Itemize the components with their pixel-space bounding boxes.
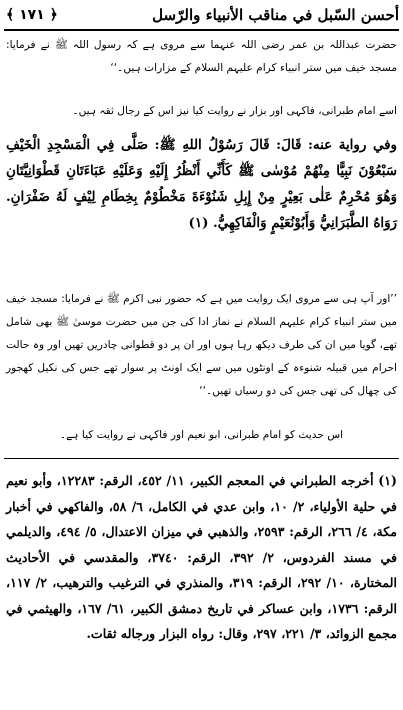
- header-rule: [4, 29, 399, 31]
- page-number: ﴿ ١٧١ ﴾: [6, 7, 58, 23]
- urdu-paragraph-2: اسے امام طبرانی، فاکہی اور بزار نے روایت کیا نیز اس کے رجال ثقہ ہیں۔: [72, 105, 397, 117]
- footnote: (١) أخرجه الطبراني في المعجم الكبير، ١١/ ٤٥٢، الرقم: ١٢٢٨٣، وأبو نعيم في حلية الأولياء، ٢/ ١٠، وابن عدي في الكامل، ٦/ ٥٨، والفاكهي في أخبار مكة، ٤/ ٢٦٦، الرقم: ٢٥٩٣، والذهبي في ميزان الاعتدال، ٥/ ٤٩٤، والديلمي في مسند الفردوس، ٢/ ٣٩٢، الرقم: ٣٧٤٠، والمقدسي في الأحاديث المختارة، ١٠/ ٢٩٢، الرقم: ٣١٩، والمنذري في الترغيب والترهيب، ٢/ ١١٧، الرقم: ١٧٣٦، وابن عساكر في تاريخ دمشق الكبير، ٦١/ ١٦٧، والهيثمي في مجمع الزوائد، ٣/ ٢٢١، ٢٩٧، وقال: رواه البزار ورجاله ثقات.: [6, 473, 398, 641]
- urdu-paragraph-3: ’’اور آپ ہی سے مروی ایک روایت میں ہے کہ حضور نبی اکرم ﷺ نے فرمایا: مسجد خیف میں ستر انبیاء کرام علیہم السلام نے نماز ادا کی جن میں حضرت موسیٰ ﷺ بھی شامل تھے، گویا میں ان کی طرف دیکھ رہا ہوں اور ان پر دو قطوانی چادریں تھیں اور وہ حالت احرام میں قبیلہ شنوءہ کے اونٹوں میں سے ایک اونٹ پر سوار تھے جس کی نکیل کھجور کی چھال کی تھی جس کی دو رسیاں تھیں۔‘‘: [6, 293, 397, 397]
- urdu-paragraph-4: اس حدیث کو امام طبرانی، ابو نعیم اور فاکہی نے روایت کیا ہے۔: [59, 429, 344, 441]
- footnote-rule: [4, 458, 399, 459]
- urdu-paragraph-1: حضرت عبداللہ بن عمر رضی اللہ عنہما سے مروی ہے کہ رسول اللہ ﷺ نے فرمایا: مسجد خیف میں ستر انبیاء کرام علیہم السلام کے مزارات ہیں۔‘‘: [6, 39, 397, 74]
- arabic-hadith: وفي رواية عنه: قَالَ: قَالَ رَسُوْلُ اللهِ ﷺ: صَلَّى فِي الْمَسْجِدِ الْخَيْفِ سَبْعُوْنَ نَبِيًّا مِنْهُمْ مُوْسٰى ﷺ كَأَنِّي أَنْظُرُ إِلَيْهِ وَعَلَيْهِ عَبَاءَتَانِ قَطْوَانِيَّتَانِ وَهُوَ مُحْرِمٌ عَلٰى بَعِيْرٍ مِنْ إِبِلِ شَنُوْءَةَ مَخْطُوْمٌ بِخِطَامِ لِيْفٍ لَهُ ضَفْرَانِ. رَوَاهُ الطَّبَرَانِيُّ وَأَبُوْنُعَيْمٍ وَالْفَاكِهِيُّ. (١): [6, 137, 397, 231]
- page-header: [4, 2, 399, 28]
- running-title: أحسن السّبل في مناقب الأنبياء والرّسل: [152, 6, 399, 24]
